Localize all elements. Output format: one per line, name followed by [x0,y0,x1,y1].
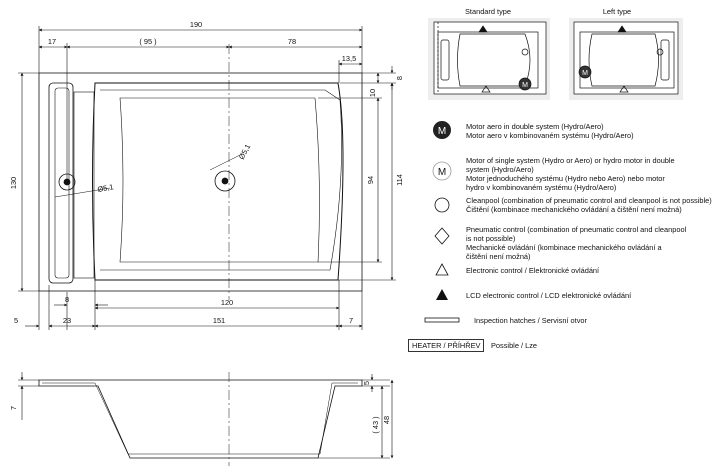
dim-10: 10 [368,88,377,98]
legend-item-lcd [466,291,631,300]
top-view [39,44,362,300]
triangle-outline-icon [436,264,448,275]
diamond-pneumatic-icon [435,228,449,244]
legend-line: Inspection hatches / Servisní otvor [474,316,587,325]
legend-item-cleanpool [466,196,712,214]
dim-94: 94 [366,175,375,185]
legend-item-inspection [474,316,587,325]
dim-main-drain: Ø5,1 [236,142,253,161]
legend-item-electronic [466,266,599,275]
legend-line: Motor aero v kombinovaném systému (Hydro/Aero) [466,131,634,140]
thumb-left-title: Left type [602,7,632,16]
dim-center-span: ( 95 ) [139,37,157,46]
dim-23: 23 [62,316,72,325]
dim-side-5: 5 [362,380,371,386]
motor-single-symbol: M [437,167,447,178]
dim-rim-right: 13,5 [341,54,357,63]
tub-outer-rim [39,73,362,291]
dim-side-48: 48 [382,415,391,425]
legend-line: Motor aero in double system (Hydro/Aero) [466,122,604,131]
tub-side-profile [39,380,362,458]
dim-130: 130 [9,176,18,190]
motor-aero-double-symbol: M [437,126,447,137]
legend-line: Electronic control / Elektronické ovládání [466,266,600,275]
thumbnail-standard [428,7,550,100]
dim-114: 114 [395,174,404,186]
legend-item-motor-single [466,156,675,192]
inspection-hatch-icon [425,318,459,322]
legend-line: Mechanické ovládání (kombinace mechanického ovládání a [466,243,662,252]
legend-item-pneumatic [466,225,686,261]
dim-8-right: 8 [395,75,404,81]
dim-right-span: 78 [287,37,297,46]
dim-151: 151 [212,316,226,325]
legend-line: Cleanpool (combination of pneumatic control and cleanpool is not possible) [466,196,712,205]
legend-line: LCD electronic control / LCD elektronické ovládání [466,291,632,300]
legend-line: system (Hydro/Aero) [466,165,534,174]
dim-5-bottom: 5 [13,316,19,325]
thumb-standard-title: Standard type [464,7,512,16]
legend-line: is not possible) [466,234,516,243]
dim-side-drain: Ø5,1 [96,182,115,194]
thumbnail-left [569,7,683,100]
triangle-filled-icon [436,289,448,300]
dim-120: 120 [220,298,234,307]
legend-line: Motor of single system (Hydro or Aero) or hydro motor in double [466,156,675,165]
dim-side-43: ( 43 ) [371,416,380,434]
dim-8-bottom: 8 [64,295,70,304]
legend-line: Pneumatic control (combination of pneumatic control and cleanpool [466,225,687,234]
legend-line: Motor jednoduchého systému (Hydro nebo Aero) nebo motor [466,174,665,183]
heater-note: Possible / Lze [491,341,538,350]
dim-overall-width: 190 [189,20,203,29]
dim-7-bottom: 7 [348,316,354,325]
legend-line: Čištění (kombinace mechanického ovládání a čištění není možná) [466,205,682,214]
legend-line: čištění není možná) [466,252,531,261]
thumb-standard-motor: M [522,82,528,89]
legend-icons [425,121,459,322]
dim-left-offset: 17 [47,37,57,46]
side-view [18,372,392,466]
legend-item-motor-aero-double [466,122,634,140]
dim-side-7: 7 [9,405,18,411]
circle-cleanpool-icon [435,198,449,212]
heater-label: HEATER / PŘÍHŘEV [408,339,484,352]
tub-inner-basin [93,83,344,280]
legend-line: hydro v kombinovaném systému (Hydro/Aero) [466,183,617,192]
thumb-left-motor: M [582,70,588,77]
